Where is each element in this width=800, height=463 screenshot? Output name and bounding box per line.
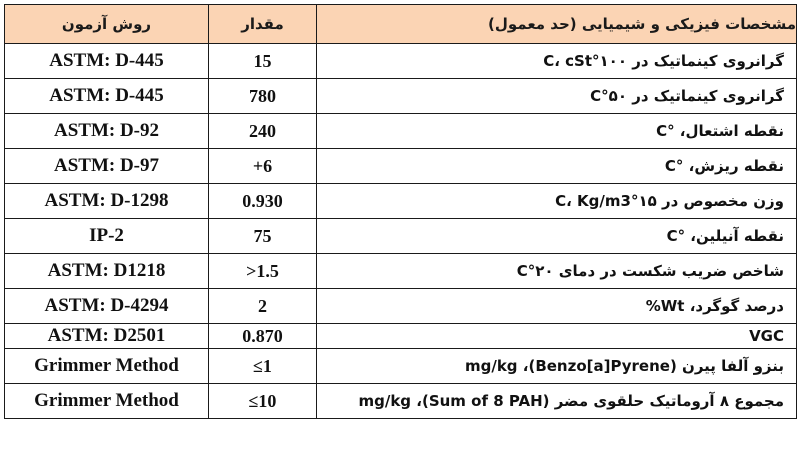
cell-property: بنزو آلفا پیرن (Benzo[a]Pyrene)، mg/kg	[317, 349, 797, 384]
header-property: مشخصات فیزیکی و شیمیایی (حد معمول)	[317, 5, 797, 44]
cell-value: 0.870	[209, 324, 317, 349]
cell-property: شاخص ضریب شکست در دمای ۲۰°C	[317, 254, 797, 289]
cell-test-method: ASTM: D-445	[5, 79, 209, 114]
cell-test-method: Grimmer Method	[5, 349, 209, 384]
cell-test-method: ASTM: D-92	[5, 114, 209, 149]
cell-test-method: IP-2	[5, 219, 209, 254]
cell-test-method: ASTM: D-4294	[5, 289, 209, 324]
cell-value: 2	[209, 289, 317, 324]
cell-value: 0.930	[209, 184, 317, 219]
cell-value: 75	[209, 219, 317, 254]
table-row	[5, 219, 797, 254]
table-row	[5, 44, 797, 79]
table-row	[5, 149, 797, 184]
specification-table	[4, 4, 797, 419]
cell-property: وزن مخصوص در ۱۵°C، Kg/m3	[317, 184, 797, 219]
cell-test-method: ASTM: D1218	[5, 254, 209, 289]
cell-property: گرانروی کینماتیک در ۵۰°C	[317, 79, 797, 114]
table-row	[5, 254, 797, 289]
table-header-row	[5, 5, 797, 44]
cell-value: 780	[209, 79, 317, 114]
table-row	[5, 289, 797, 324]
cell-property: VGC	[317, 324, 797, 349]
header-test-method: روش آزمون	[5, 5, 209, 44]
table-row	[5, 79, 797, 114]
cell-value: +6	[209, 149, 317, 184]
cell-value: ≤10	[209, 384, 317, 419]
table-row	[5, 324, 797, 349]
cell-property: نقطه آنیلین، °C	[317, 219, 797, 254]
cell-test-method: ASTM: D-97	[5, 149, 209, 184]
table-row	[5, 184, 797, 219]
cell-property: درصد گوگرد، Wt%	[317, 289, 797, 324]
cell-property: مجموع ۸ آروماتیک حلقوی مضر (Sum of 8 PAH)، mg/kg	[317, 384, 797, 419]
cell-property: نقطه اشتعال، °C	[317, 114, 797, 149]
table-row	[5, 114, 797, 149]
cell-value: 240	[209, 114, 317, 149]
cell-value: 15	[209, 44, 317, 79]
header-value: مقدار	[209, 5, 317, 44]
cell-value: ≤1	[209, 349, 317, 384]
cell-property: نقطه ریزش، °C	[317, 149, 797, 184]
cell-test-method: ASTM: D-1298	[5, 184, 209, 219]
table-row	[5, 384, 797, 419]
cell-test-method: Grimmer Method	[5, 384, 209, 419]
table-row	[5, 349, 797, 384]
cell-test-method: ASTM: D-445	[5, 44, 209, 79]
cell-property: گرانروی کینماتیک در ۱۰۰°C، cSt	[317, 44, 797, 79]
cell-test-method: ASTM: D2501	[5, 324, 209, 349]
cell-value: >1.5	[209, 254, 317, 289]
